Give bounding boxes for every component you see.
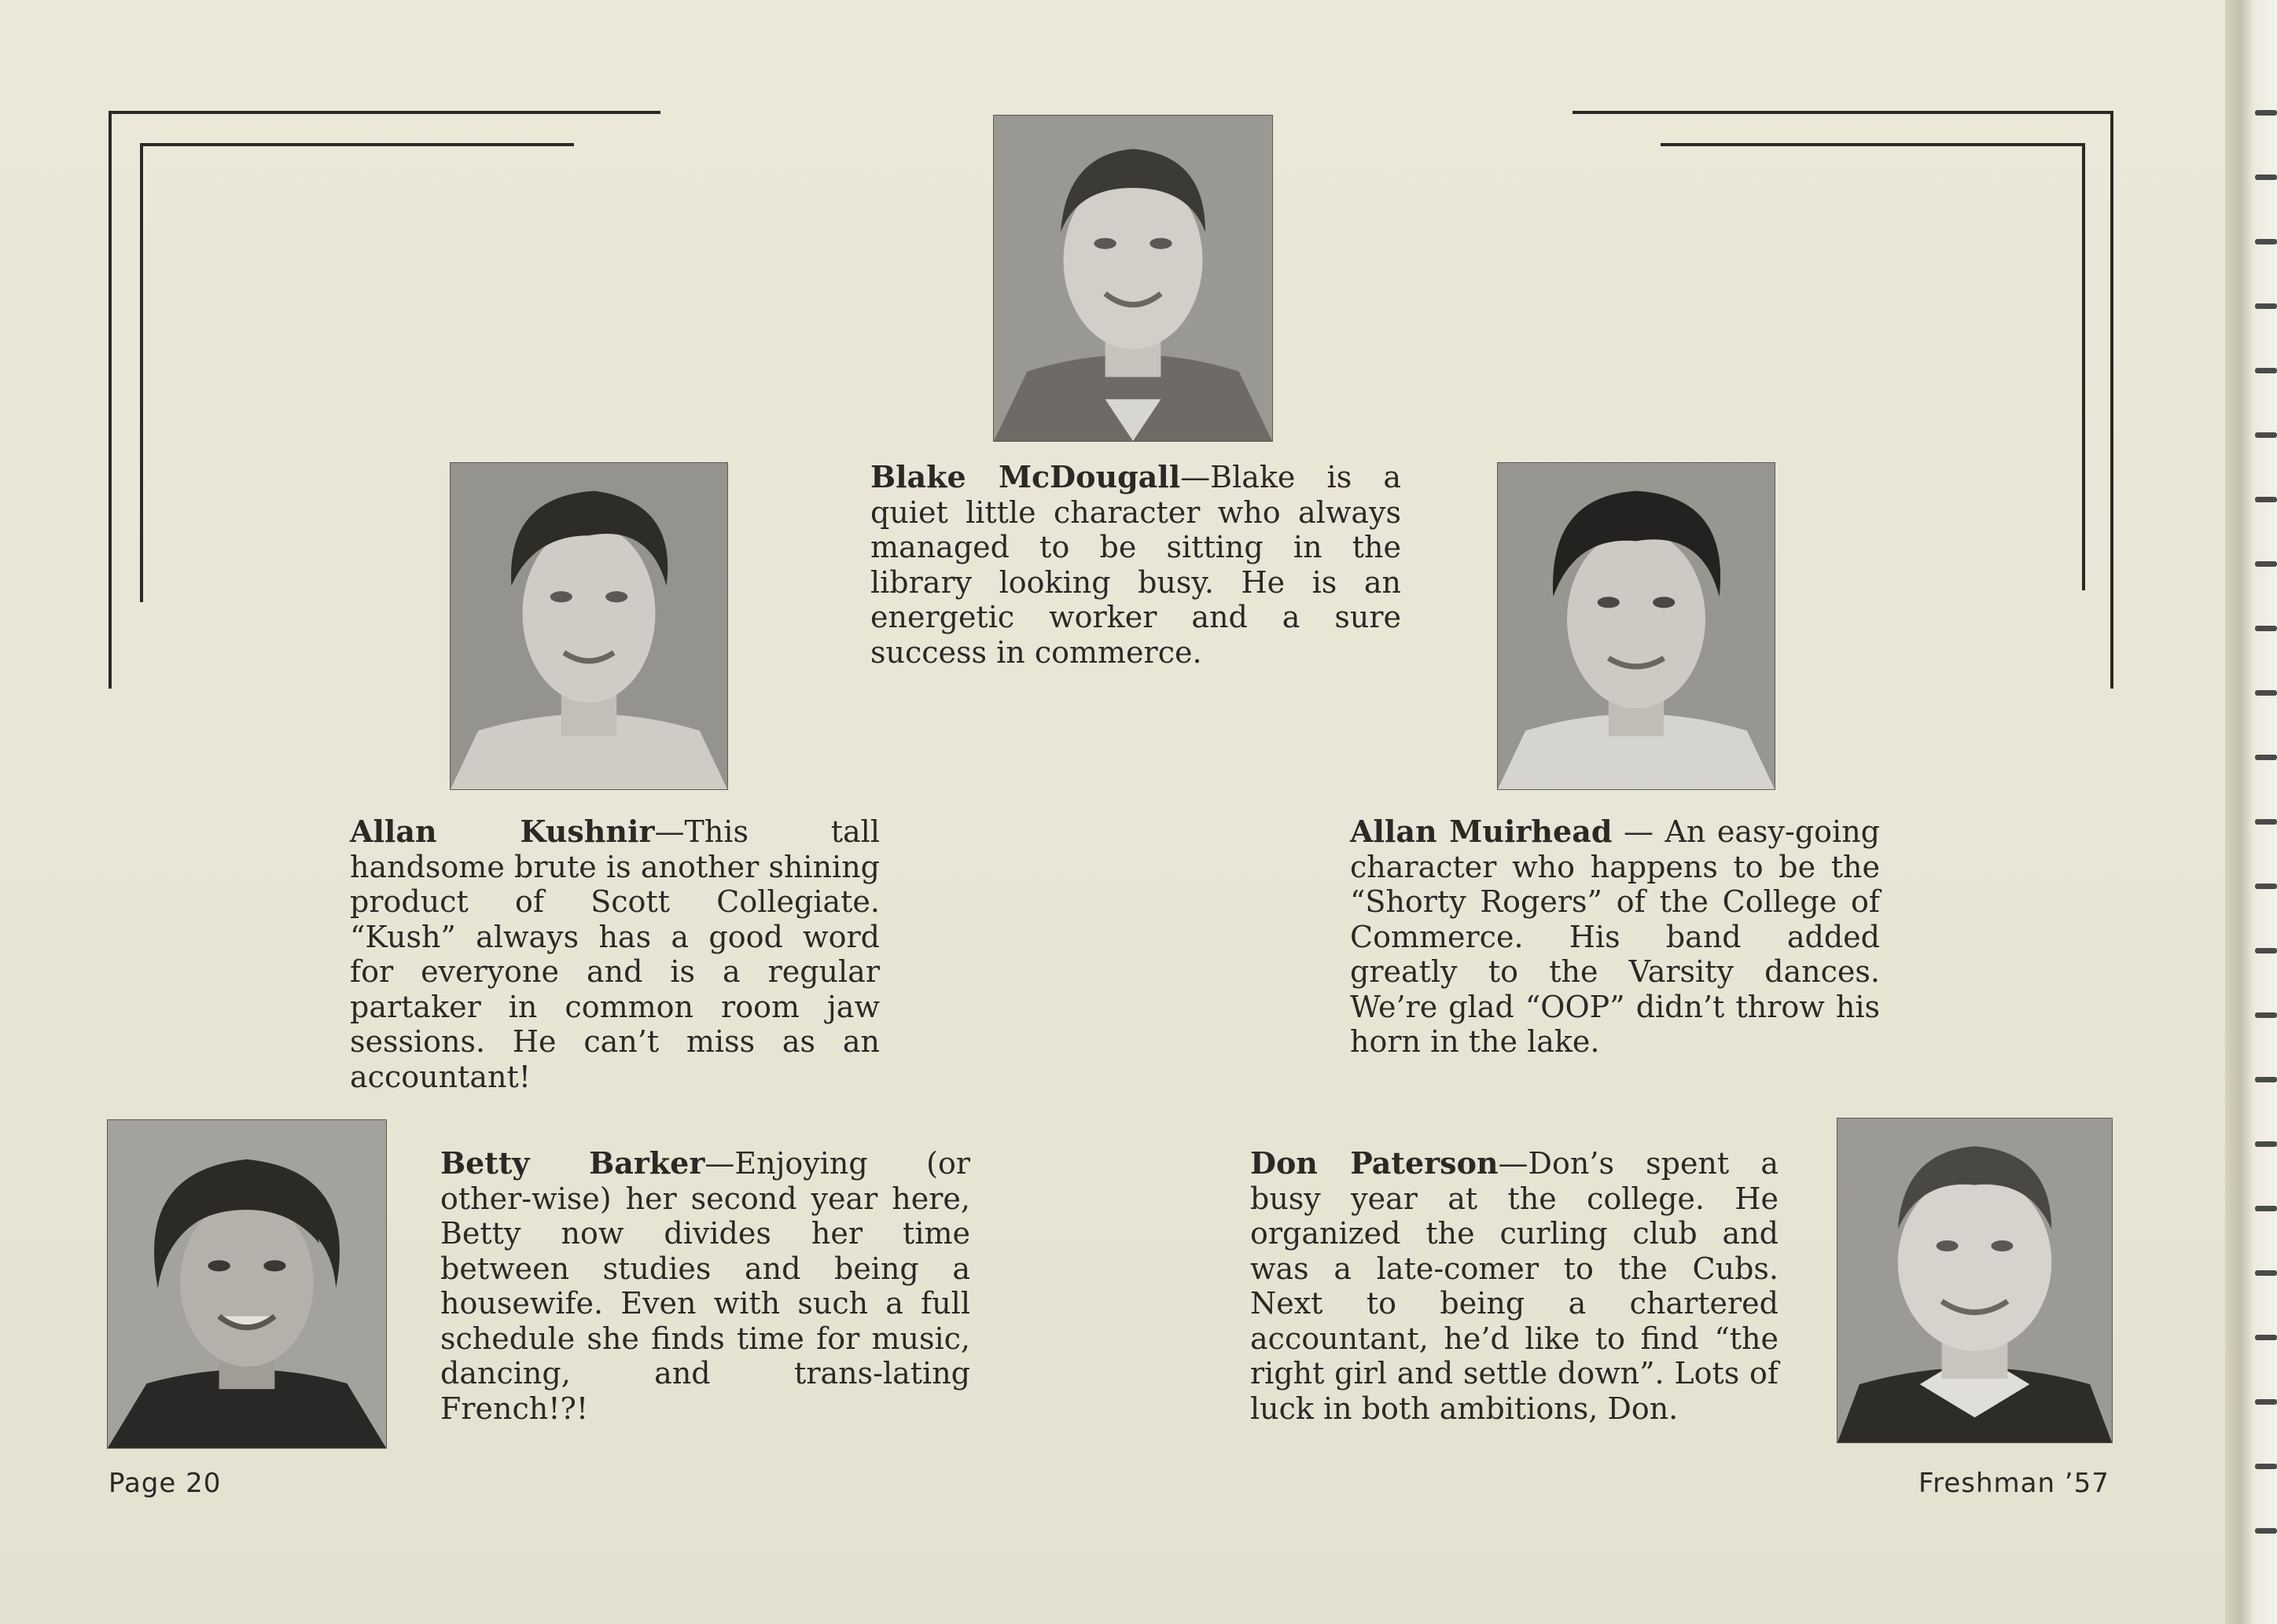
student-bio: [1250, 1146, 1779, 1426]
student-name: Don Paterson: [1250, 1145, 1499, 1181]
student-name: Betty Barker: [440, 1145, 705, 1181]
student-bio: [350, 814, 880, 1094]
portrait-photo: [1497, 462, 1775, 790]
student-bio: [1350, 814, 1880, 1060]
student-name: Allan Muirhead: [1350, 814, 1613, 849]
bio-text: — An easy-going character who happens to be the “Shorty Rogers” of the College of Commerce. His band added greatly to the Varsity dances. We’re glad “OOP” didn’t throw his horn in the lake.: [1350, 814, 1880, 1059]
page-number: Page 20: [109, 1468, 222, 1499]
bio-text: —Enjoying (or other-wise) her second year here, Betty now divides her time between studies and being a housewife. Even with such a full schedule she finds time for music, dancing, and trans-lating French!?!: [440, 1146, 970, 1426]
portrait-photo: [107, 1119, 387, 1449]
student-name: Blake McDougall: [870, 459, 1181, 494]
student-bio: [440, 1146, 970, 1426]
yearbook-title: Freshman ’57: [1918, 1468, 2110, 1499]
student-name: Allan Kushnir: [350, 814, 655, 849]
bio-text: —This tall handsome brute is another shining product of Scott Collegiate. “Kush” always has a good word for everyone and is a regular partaker in common room jaw sessions. He can’t miss as an accountant!: [350, 814, 880, 1094]
student-bio: [870, 460, 1401, 670]
portrait-photo: [1837, 1118, 2113, 1443]
portrait-photo: [450, 462, 728, 790]
bio-text: —Don’s spent a busy year at the college. He organized the curling club and was a late-comer to the Cubs. Next to being a chartered accountant, he’d like to find “the right girl and settle down”. Lots of luck in both ambitions, Don.: [1250, 1146, 1779, 1426]
portrait-photo: [993, 115, 1273, 442]
bio-text: —Blake is a quiet little character who always managed to be sitting in the library looking busy. He is an energetic worker and a sure success in commerce.: [870, 460, 1402, 670]
